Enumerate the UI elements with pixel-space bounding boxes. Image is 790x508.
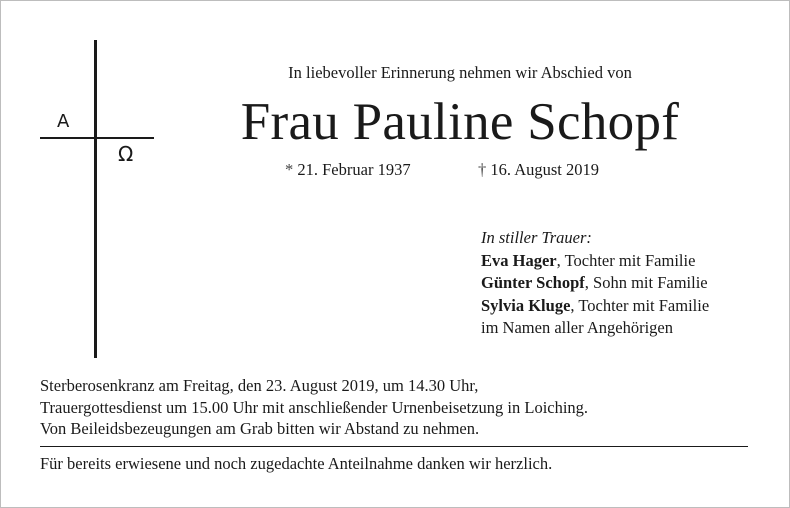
death-date: 16. August 2019 — [490, 160, 600, 179]
birth-symbol: * — [285, 160, 294, 179]
mourners-heading: In stiller Trauer: — [481, 228, 592, 247]
thanks-text: Für bereits erwiesene und noch zugedachte Anteilnahme danken wir herzlich. — [40, 454, 553, 473]
mourner-name: Günter Schopf — [481, 273, 585, 292]
intro-text: In liebevoller Erinnerung nehmen wir Abschied von — [288, 63, 632, 82]
cross-vertical-bar — [94, 40, 97, 358]
mourner-entry — [481, 295, 709, 318]
divider-line — [40, 446, 748, 447]
mourners-block — [481, 227, 709, 340]
mourner-relation: , Tochter mit Familie — [556, 250, 696, 270]
death-line — [478, 160, 599, 180]
service-details — [40, 375, 588, 440]
death-symbol: † — [478, 160, 487, 179]
mourner-relation: , Tochter mit Familie — [570, 295, 710, 315]
alpha-symbol: A — [57, 111, 70, 132]
mourner-entry — [481, 272, 709, 295]
details-line: Sterberosenkranz am Freitag, den 23. August 2019, um 14.30 Uhr, — [40, 376, 479, 395]
mourner-relation: , Sohn mit Familie — [584, 273, 708, 292]
birth-date: 21. Februar 1937 — [297, 160, 411, 179]
omega-symbol: Ω — [118, 142, 134, 166]
details-line: Von Beileidsbezeugungen am Grab bitten wir Abstand zu nehmen. — [40, 419, 480, 438]
details-line: Trauergottesdienst um 15.00 Uhr mit anschließender Urnenbeisetzung in Loiching. — [40, 397, 589, 417]
mourner-entry — [481, 250, 709, 273]
mourners-closing: im Namen aller Angehörigen — [481, 318, 673, 337]
birth-line — [285, 160, 411, 180]
mourner-name: Eva Hager — [481, 250, 557, 270]
mourner-name: Sylvia Kluge — [481, 295, 571, 315]
cross-horizontal-bar — [40, 137, 154, 139]
deceased-name: Frau Pauline Schopf — [240, 93, 680, 151]
